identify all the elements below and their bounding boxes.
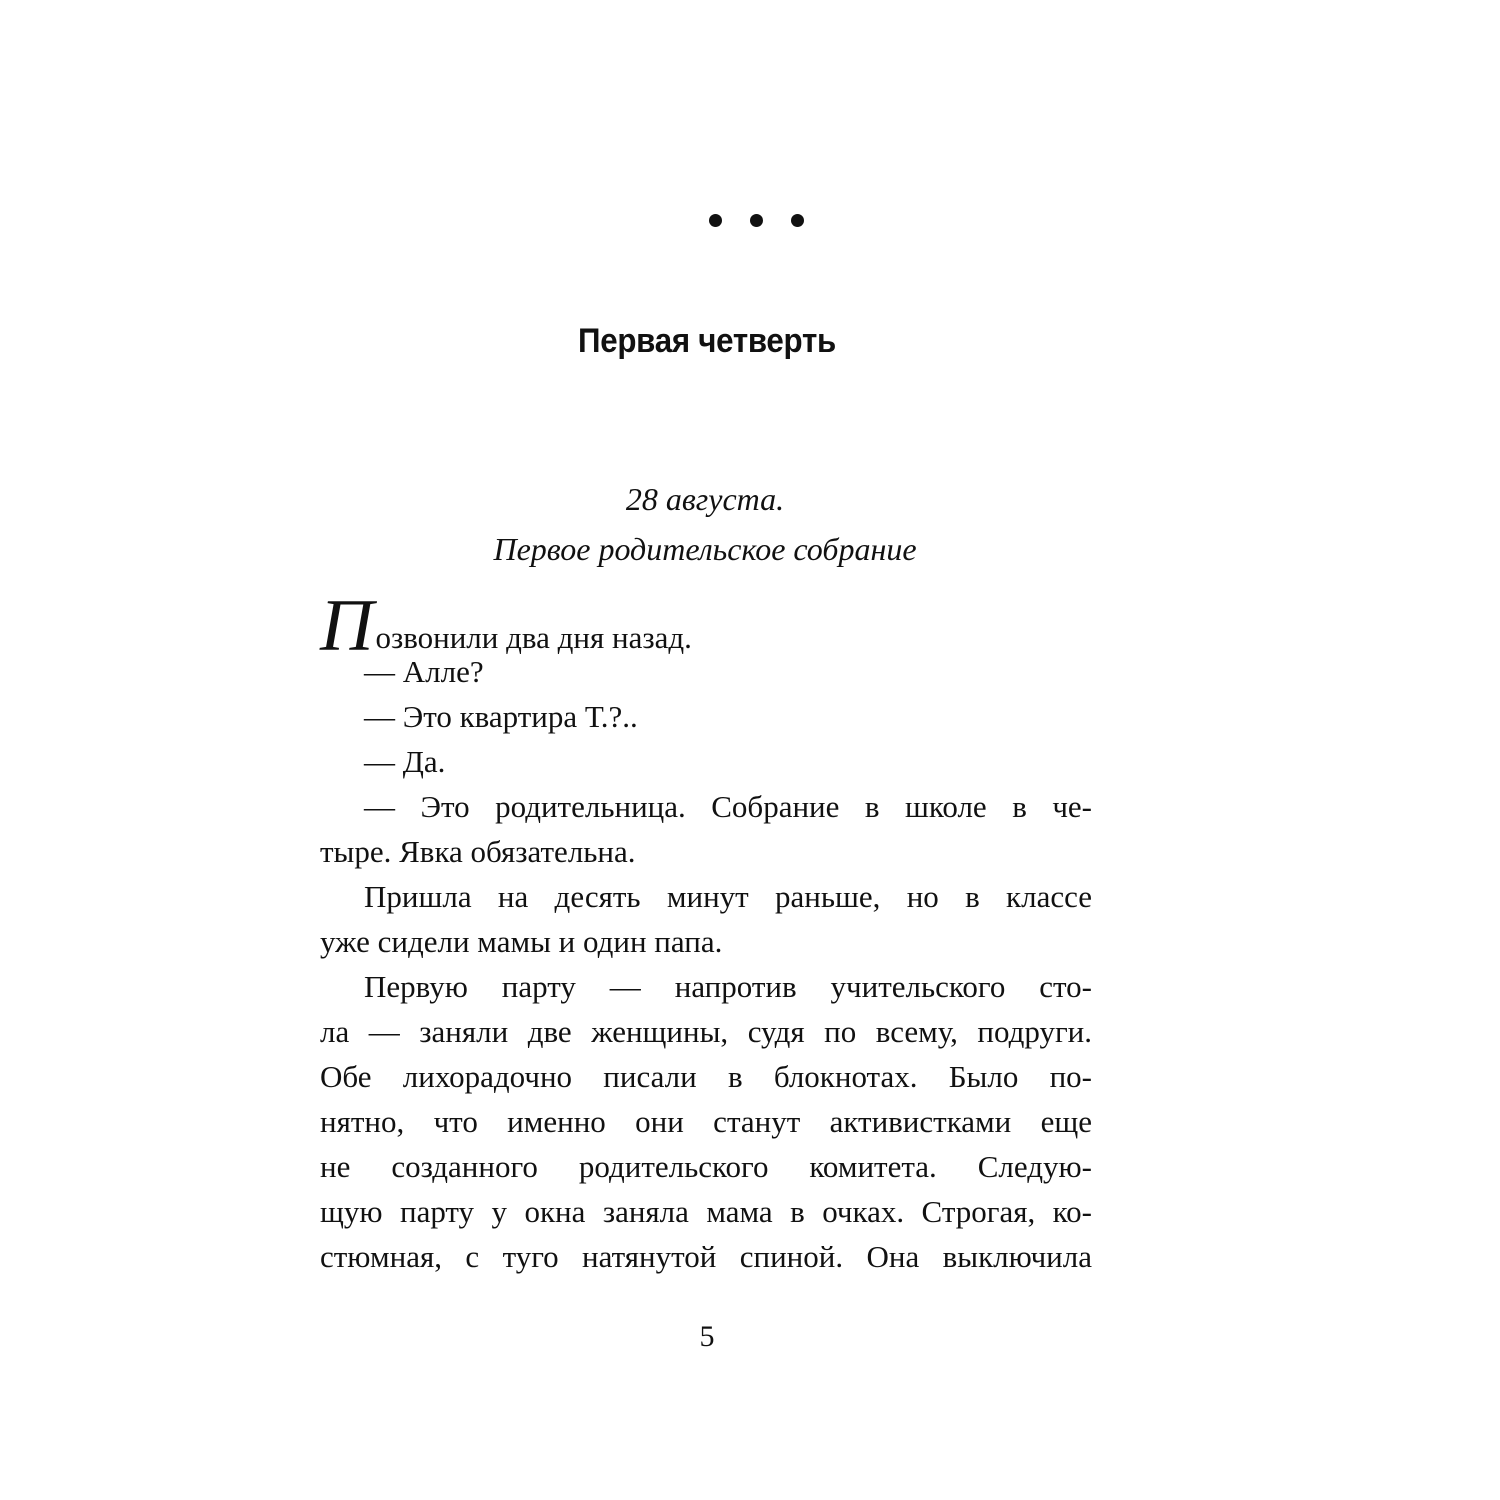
paragraph-line-4: — Да. bbox=[364, 744, 446, 779]
paragraph-line-7: Пришла на десять минут раньше, но в классе bbox=[364, 879, 1092, 914]
paragraph-line-15: стюмная, с туго натянутой спиной. Она выключила bbox=[320, 1239, 1092, 1274]
ornament-dot-2 bbox=[750, 214, 763, 227]
paragraph-line-9: Первую парту — напротив учительского сто- bbox=[364, 969, 1092, 1004]
paragraph-line-10: ла — заняли две женщины, судя по всему, подруги. bbox=[320, 1014, 1092, 1049]
paragraph-line-13: не созданного родительского комитета. Следую- bbox=[320, 1149, 1092, 1184]
paragraph-line-11: Обе лихорадочно писали в блокнотах. Было по- bbox=[320, 1059, 1092, 1094]
paragraph-line-14: щую парту у окна заняла мама в очках. Строгая, ко- bbox=[320, 1194, 1092, 1229]
section-ornament bbox=[0, 214, 1500, 227]
page-number: 5 bbox=[699, 1320, 715, 1353]
paragraph-line-1 bbox=[320, 585, 1092, 667]
paragraph-line-2: — Алле? bbox=[364, 654, 484, 689]
drop-cap: П bbox=[320, 585, 374, 667]
paragraph-line-12: нятно, что именно они станут активистками еще bbox=[320, 1104, 1092, 1139]
paragraph-line-5: — Это родительница. Собрание в школе в че- bbox=[364, 789, 1092, 824]
paragraph-line-1-text: озвонили два дня назад. bbox=[375, 620, 692, 655]
chapter-title: Первая четверть bbox=[578, 322, 836, 360]
paragraph-line-3: — Это квартира Т.?.. bbox=[364, 699, 638, 734]
ornament-dot-1 bbox=[709, 214, 722, 227]
section-heading: Первое родительское собрание bbox=[493, 531, 917, 567]
section-subtitle bbox=[320, 474, 1090, 574]
body-text bbox=[320, 585, 1092, 1279]
paragraph-line-8: уже сидели мамы и один папа. bbox=[320, 924, 723, 959]
section-date: 28 августа. bbox=[625, 481, 785, 517]
paragraph-line-6: тыре. Явка обязательна. bbox=[320, 834, 636, 869]
ornament-dot-3 bbox=[791, 214, 804, 227]
